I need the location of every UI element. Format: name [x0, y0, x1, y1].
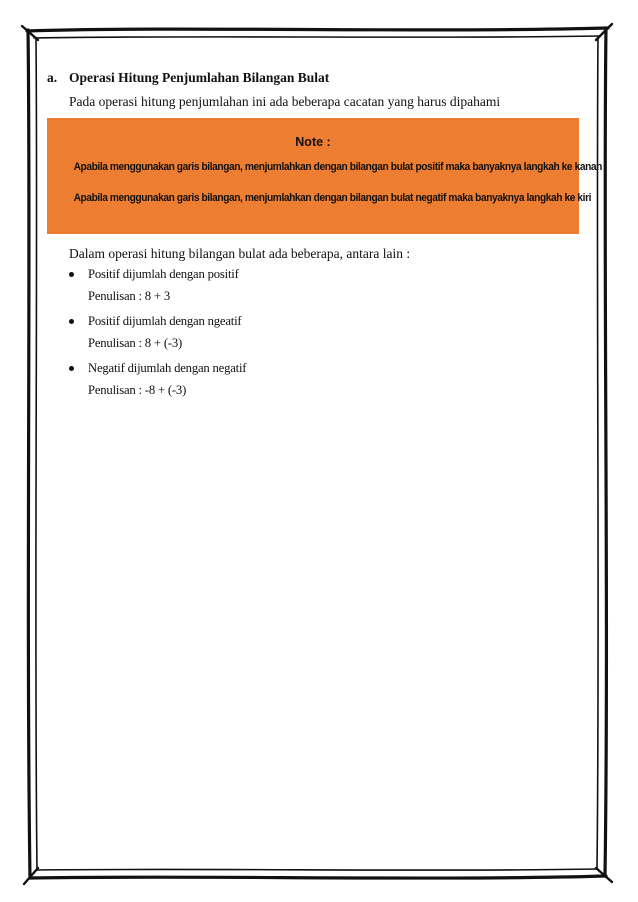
bullet-icon — [69, 272, 74, 277]
section-intro: Pada operasi hitung penjumlahan ini ada beberapa cacatan yang harus dipahami — [69, 94, 501, 109]
section-marker: a. — [47, 70, 58, 85]
list-item-formula: Penulisan : 8 + 3 — [88, 289, 170, 303]
list-item-formula: Penulisan : -8 + (-3) — [88, 383, 187, 397]
note-title: Note : — [295, 135, 331, 149]
section-title: Operasi Hitung Penjumlahan Bilangan Bulat — [69, 70, 330, 85]
list-item-label: Negatif dijumlah dengan negatif — [88, 361, 247, 375]
list-item-label: Positif dijumlah dengan ngeatif — [88, 314, 242, 328]
section-heading — [47, 70, 329, 86]
bullet-icon — [69, 366, 74, 371]
list-item-formula: Penulisan : 8 + (-3) — [88, 336, 183, 350]
operation-list — [69, 267, 549, 408]
list-item — [69, 314, 549, 361]
note-box — [47, 118, 602, 234]
note-line-positive: Apabila menggunakan garis bilangan, menjumlahkan dengan bilangan bulat positif maka banyaknya langkah ke kanan — [73, 161, 602, 173]
body-lead: Dalam operasi hitung bilangan bulat ada beberapa, antara lain : — [69, 246, 411, 261]
note-line-negative: Apabila menggunakan garis bilangan, menjumlahkan dengan bilangan bulat negatif maka banyaknya langkah ke kiri — [73, 192, 592, 204]
list-item — [69, 267, 549, 314]
list-item — [69, 361, 549, 408]
list-item-label: Positif dijumlah dengan positif — [88, 267, 239, 281]
bullet-icon — [69, 319, 74, 324]
